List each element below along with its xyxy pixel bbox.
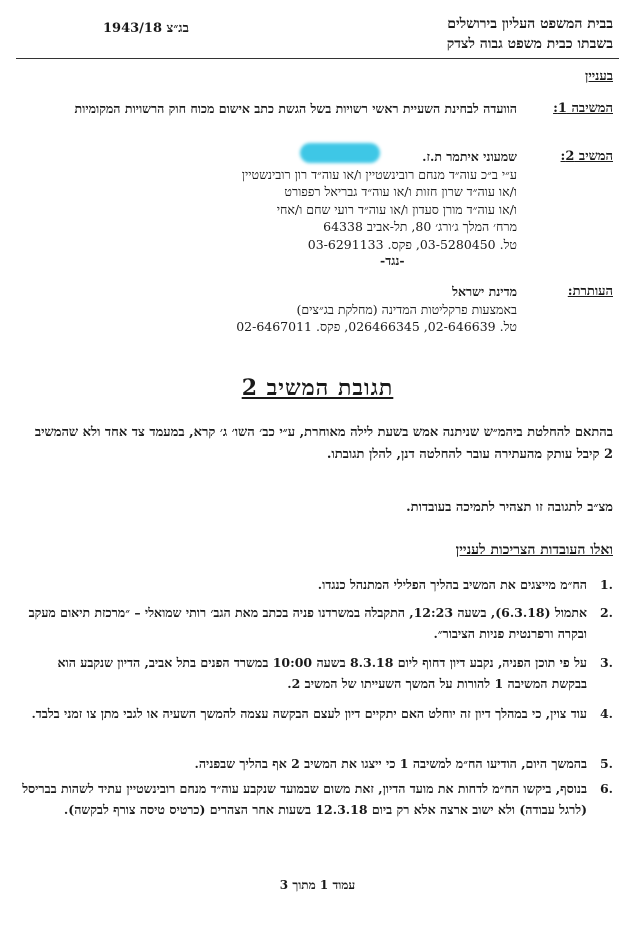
- facts-heading: ואלו העובדות הצריכות לעניין: [455, 542, 613, 558]
- petitioner2-line: מרח׳ המלך ג׳ורג׳ 80, תל-אביב 64338: [323, 219, 517, 234]
- petitioner2-line: ו/או עוה״ד מורן סעדון ו/או עוה״ד רועי שחם ו/אחי: [276, 201, 517, 217]
- page-footer: עמוד 1 מתוך 3: [279, 878, 356, 892]
- petitioner2-block: [22, 148, 517, 253]
- document-title: תגובת המשיב 2: [241, 375, 394, 401]
- petitioner2-line: טל. 03-5280450, פקס. 03-6291133: [307, 236, 517, 252]
- petitioner1-label: המשיבה 1:: [553, 101, 613, 116]
- fact-item: [22, 753, 613, 774]
- fact-number: .2: [599, 605, 613, 620]
- case-number: בג״צ 1943/18: [103, 21, 189, 36]
- respondent-name: מדינת ישראל: [452, 284, 517, 299]
- fact-text: אתמול (6.3.18), בשעה 12:23, התקבלה במשרדנו פניה בכתב מאת הגב׳ רותי שמואלי – ״מרכזת תיאום מעקב ובקרה ורפרנטית פניות הציבור״.: [28, 605, 587, 641]
- court-line-2: בשבתו כבית משפט גבוה לצדק: [446, 36, 613, 52]
- fact-number: .3: [599, 655, 613, 670]
- fact-text: על פי תוכן הפניה, נקבע דיון דחוף ליום 8.3.18 בשעה 10:00 במשרד הפנים בתל אביב, הדיון שנקבע הוא בבקשת המשיבה 1 להורות על המשך השעייתו של המשיב 2.: [57, 655, 587, 691]
- intro-paragraph: בהתאם להחלטת ביהמ״ש שניתנה אמש בשעת לילה מאוחרת, ע״י כב׳ השו׳ ג׳ קרא, במעמד צד אחד ולא שהמשיב 2 קיבל עותק מהעתירה עובר להחלטה דנן, להלן תגובתו.: [34, 425, 613, 462]
- fact-text: עוד צוין, כי במהלך דיון זה יוחלט האם יתקיים דיון לעצם הבקשה עצמה להמשך השעיה או לגבי מתן צו זמני בלבד.: [31, 706, 587, 721]
- subject-label: בעניין: [585, 69, 613, 84]
- petitioner2-line: ע״י ב״כ עוה״ד מנחם רובינשטיין ו/או עוה״ד רון רובינשטיין: [241, 166, 517, 182]
- petitioner1-text: הוועדה לבחינת השעיית ראשי רשויות בשל הגשת כתב אישום מכוח חוק הרשויות המקומיות: [74, 101, 517, 116]
- fact-item: [22, 602, 613, 644]
- respondent-line: באמצעות פרקליטות המדינה (מחלקת בג״צים): [296, 301, 517, 317]
- versus-divider: -נגד-: [380, 253, 405, 268]
- respondent-line: טל. 02-646639, 026466345, פקס. 02-6467011: [236, 319, 517, 334]
- fact-item: [22, 703, 613, 724]
- fact-text: הח״מ מייצגים את המשיב בהליך הפלילי המתנהל כנגדו.: [317, 577, 587, 592]
- court-header: [447, 14, 613, 54]
- fact-number: .5: [599, 756, 613, 771]
- affidavit-note: מצ״ב לתגובה זו תצהיר לתמיכה בעובדות.: [406, 500, 613, 515]
- fact-item: [22, 778, 613, 820]
- fact-text: בנוסף, ביקשו הח״מ לדחות את מועד הדיון, זאת משום שבמועד שנקבע עוה״ד מנחם רובינשטיין עתיד לשהות בבריסל (לרגל עבודה) ולא ישוב ארצה אלא רק ביום 12.3.18 בשעות אחר הצהרים (כרטיס טיסה צורף לבקשה).: [22, 781, 587, 817]
- respondent-label: העותרת:: [567, 284, 613, 299]
- petitioner2-name: שמעוני איתמר ת.ז.: [422, 149, 517, 164]
- petitioner2-label: המשיב 2:: [560, 149, 613, 164]
- fact-text: בהמשך היום, הודיעו הח״מ למשיבה 1 כי ייצגו את המשיב 2 אף בהליך שבפניה.: [194, 756, 587, 771]
- fact-item: [22, 652, 613, 694]
- respondent-block: [22, 283, 517, 336]
- fact-number: .6: [599, 781, 613, 796]
- fact-item: [22, 574, 613, 595]
- petitioner2-line: ו/או עוה״ד שרון חזות ו/או עוה״ד גבריאל רפפורט: [284, 184, 517, 199]
- header-divider: [16, 58, 619, 59]
- court-line-1: בבית המשפט העליון בירושלים: [447, 16, 613, 32]
- fact-number: .4: [599, 706, 613, 721]
- fact-number: .1: [599, 577, 613, 592]
